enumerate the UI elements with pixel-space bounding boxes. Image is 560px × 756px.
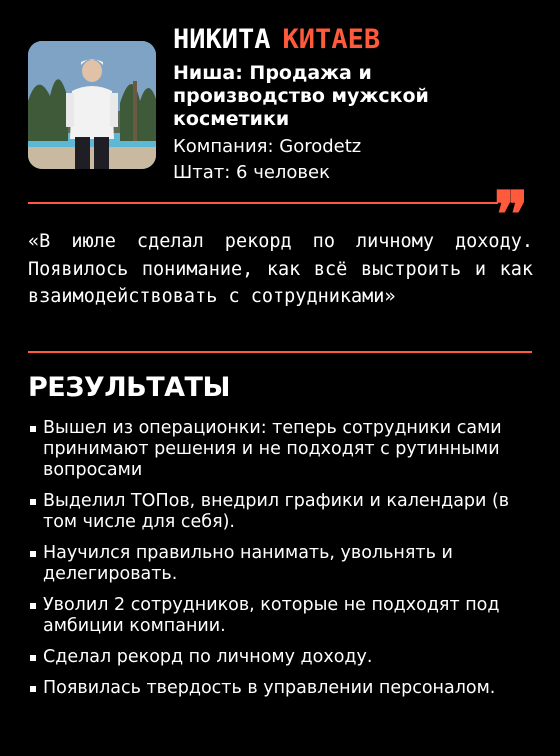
niche: Ниша: Продажа и производство мужской косметики [173,62,429,130]
quote-mark-icon: ❞ [494,178,529,253]
first-name: НИКИТА [173,24,271,55]
results-title: РЕЗУЛЬТАТЫ [28,372,230,403]
list-item: Уволил 2 сотрудников, которые не подходят под амбиции компании. [28,595,533,637]
person-name [173,24,380,55]
results-list [28,418,533,709]
avatar-photo [28,41,156,169]
company: Компания: Gorodetz [173,136,362,157]
divider-bottom [28,351,532,353]
list-item: Сделал рекорд по личному доходу. [28,647,533,668]
testimonial-quote: «В июле сделал рекорд по личному доходу. Появилось понимание, как всё выстроить и как взаимодействовать с сотрудниками» [28,231,533,307]
list-item: Выделил ТОПов, внедрил графики и календари (в том числе для себя). [28,491,533,533]
last-name: КИТАЕВ [282,24,381,55]
list-item: Появилась твердость в управлении персоналом. [28,678,533,699]
list-item: Вышел из операционки: теперь сотрудники сами принимают решения и не подходят с рутинными вопросами [28,418,533,481]
list-item: Научился правильно нанимать, увольнять и делегировать. [28,543,533,585]
avatar [28,41,156,169]
divider-top [28,202,498,204]
staff-count: Штат: 6 человек [173,162,330,183]
